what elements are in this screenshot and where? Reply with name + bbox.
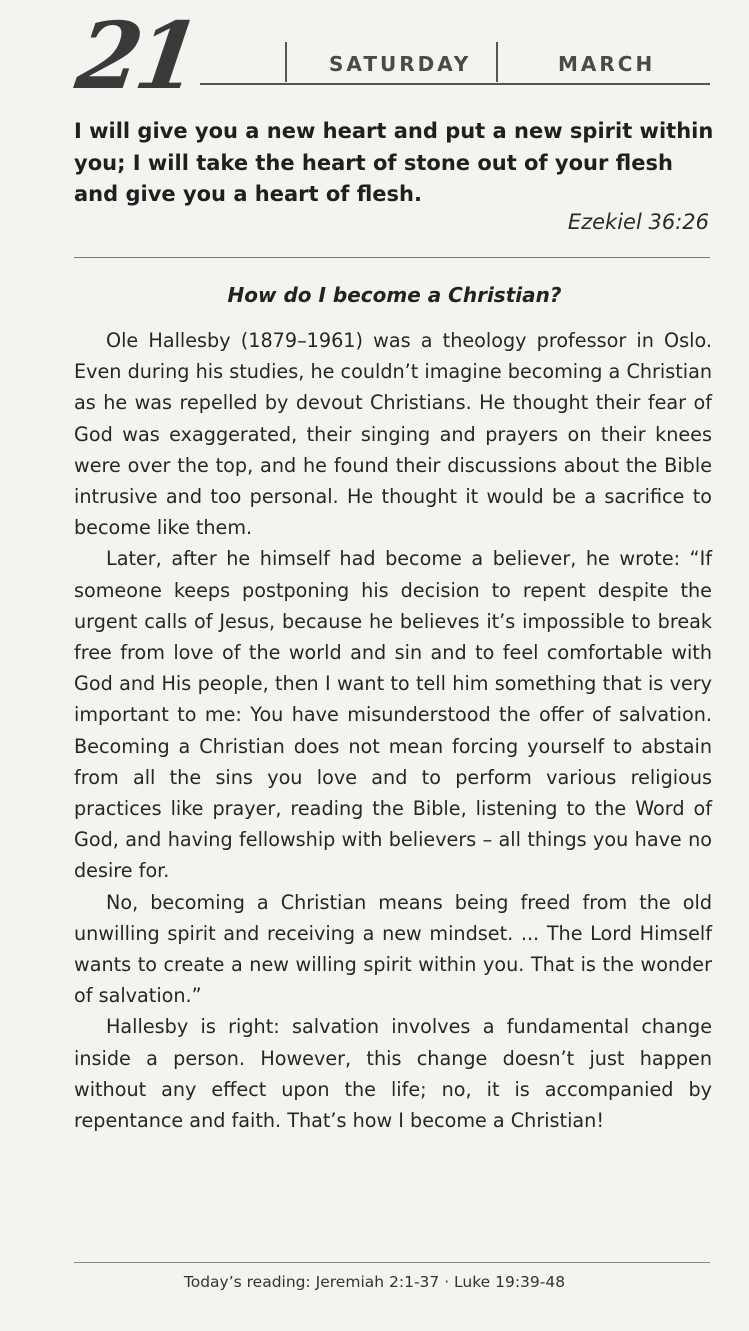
header-divider [285, 42, 287, 82]
paragraph: No, becoming a Christian means being freed from the old unwilling spirit and receiving a new mindset. ... The Lord Himself wants to create a new willing spirit within you. That is the wonder of salvation.” [74, 890, 712, 1008]
devotion-title: How do I become a Christian? [227, 283, 562, 307]
header-rule [200, 83, 710, 85]
date-number: 21 [70, 2, 202, 110]
month-label: MARCH [558, 52, 656, 76]
verse-text: I will give you a new heart and put a new spirit within you; I will take the heart of stone out of your flesh and give you a heart of flesh. [74, 119, 714, 206]
devotion-body [74, 325, 712, 1136]
weekday-label: SATURDAY [329, 52, 472, 76]
todays-reading: Today’s reading: Jeremiah 2:1-37 · Luke 19:39-48 [183, 1273, 566, 1291]
section-divider [74, 257, 710, 258]
verse-reference: Ezekiel 36:26 [567, 210, 709, 234]
header-divider [496, 42, 498, 82]
paragraph: Ole Hallesby (1879–1961) was a theology professor in Oslo. Even during his studies, he couldn’t imagine becoming a Christian as he was repelled by devout Christians. He thought their fear of God was exaggerated, their singing and prayers on their knees were over the top, and he found their discussions about the Bible intrusive and too personal. He thought it would be a sacrifice to become like them. [74, 329, 712, 540]
paragraph: Later, after he himself had become a believer, he wrote: “If someone keeps postponing his decision to repent despite the urgent calls of Jesus, because he believes it’s impossible to break free from love of the world and sin and to feel comfortable with God and His people, then I want to tell him something that is very important to me: You have misunderstood the offer of salvation. Becoming a Christian does not mean forcing yourself to abstain from all the sins you love and to perform various religious practices like prayer, reading the Bible, listening to the Word of God, and having fellowship with believers – all things you have no desire for. [74, 547, 712, 883]
footer-divider [74, 1262, 710, 1263]
paragraph: Hallesby is right: salvation involves a fundamental change inside a person. However, this change doesn’t just happen without any effect upon the life; no, it is accompanied by repentance and faith. That’s how I become a Christian! [74, 1015, 712, 1133]
